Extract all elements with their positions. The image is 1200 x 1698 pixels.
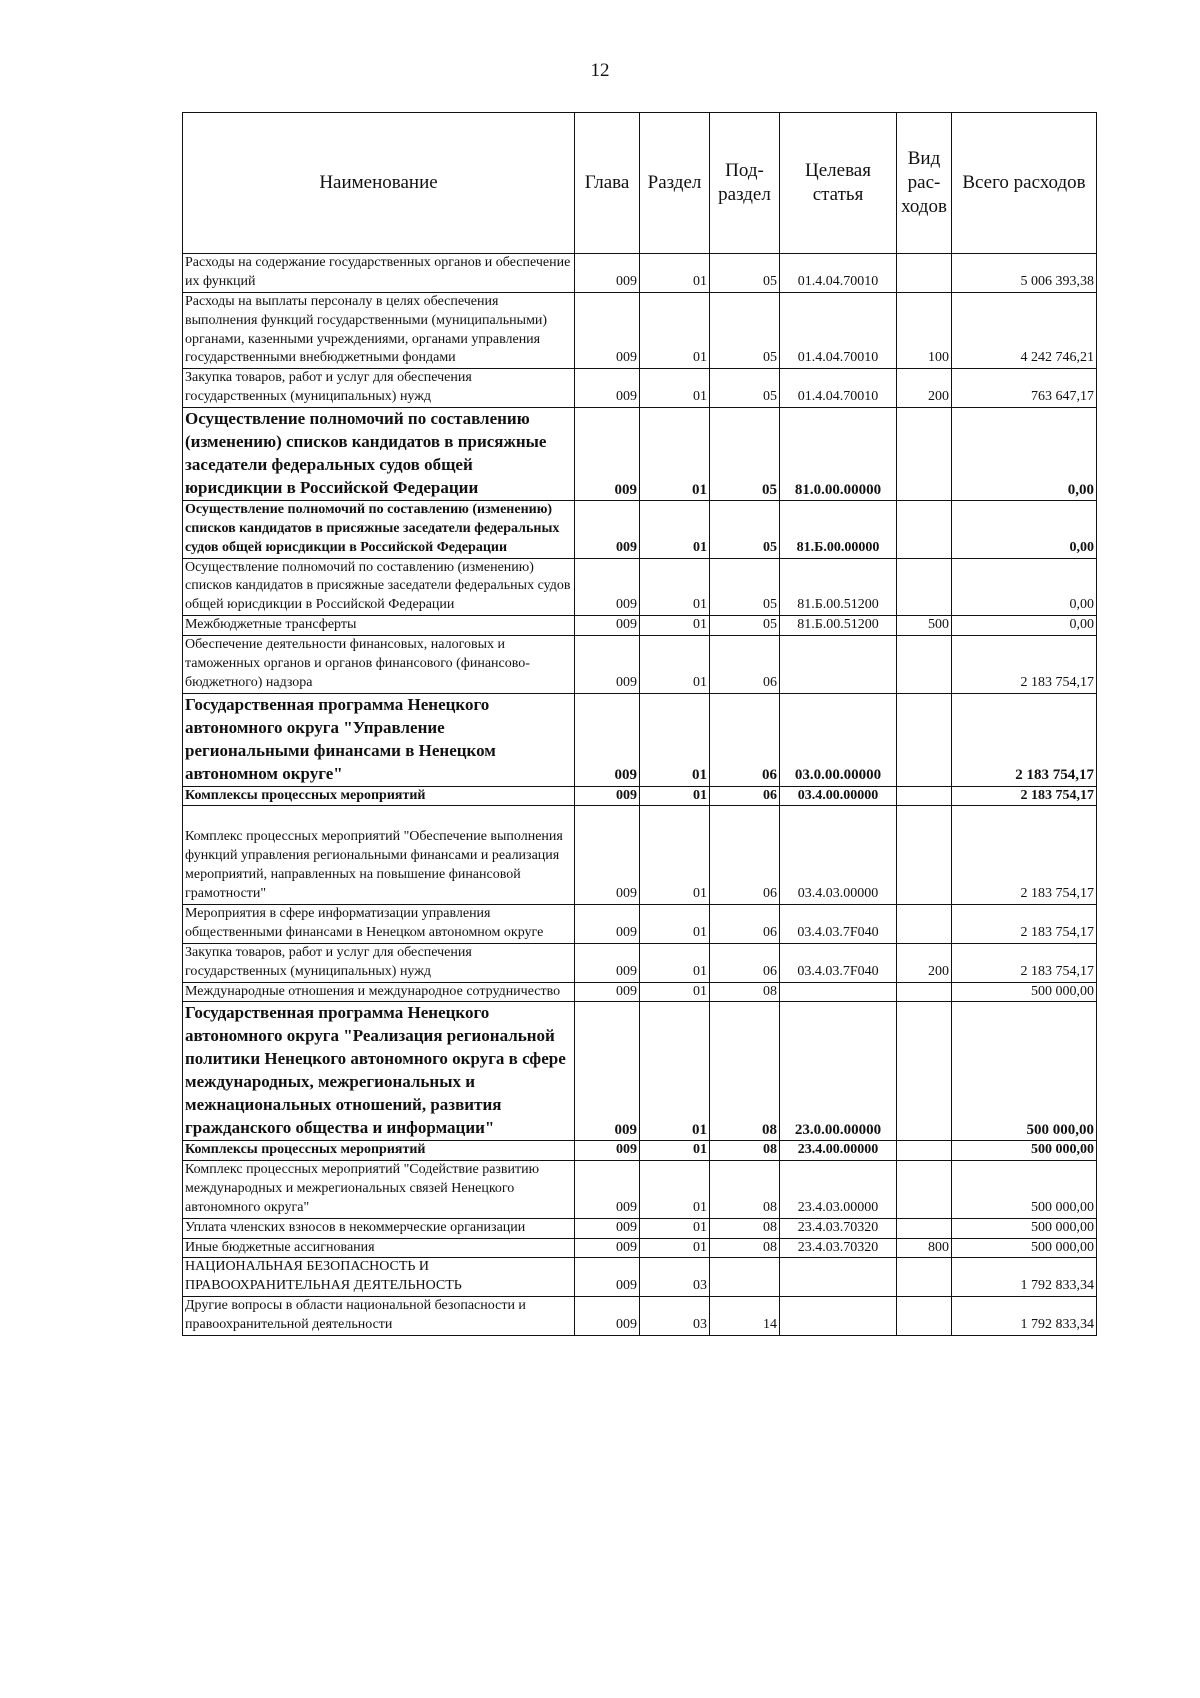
row-vid: 100 bbox=[897, 292, 952, 369]
row-podrazdel: 06 bbox=[710, 636, 780, 694]
table-row bbox=[183, 1258, 1097, 1297]
table-row bbox=[183, 1297, 1097, 1336]
row-podrazdel: 05 bbox=[710, 616, 780, 636]
row-total: 2 183 754,17 bbox=[952, 806, 1097, 905]
row-total: 500 000,00 bbox=[952, 1238, 1097, 1258]
table-row bbox=[183, 904, 1097, 943]
row-name: НАЦИОНАЛЬНАЯ БЕЗОПАСНОСТЬ И ПРАВООХРАНИТЕЛЬНАЯ ДЕЯТЕЛЬНОСТЬ bbox=[183, 1258, 575, 1297]
row-name: Обеспечение деятельности финансовых, налоговых и таможенных органов и органов финансового (финансово-бюджетного) надзора bbox=[183, 636, 575, 694]
row-glava: 009 bbox=[575, 616, 640, 636]
row-vid: 200 bbox=[897, 943, 952, 982]
header-celevaya: Целевая статья bbox=[780, 113, 897, 254]
row-razdel: 01 bbox=[640, 1002, 710, 1141]
row-celevaya: 81.0.00.00000 bbox=[780, 408, 897, 501]
row-podrazdel: 08 bbox=[710, 982, 780, 1002]
table-row bbox=[183, 408, 1097, 501]
row-razdel: 01 bbox=[640, 500, 710, 558]
row-celevaya: 03.4.03.7F040 bbox=[780, 943, 897, 982]
row-glava: 009 bbox=[575, 904, 640, 943]
row-glava: 009 bbox=[575, 806, 640, 905]
row-celevaya: 03.4.03.00000 bbox=[780, 806, 897, 905]
row-name: Осуществление полномочий по составлению (изменению) списков кандидатов в присяжные заседатели федеральных судов общей юрисдикции в Российской Федерации bbox=[183, 500, 575, 558]
row-total: 2 183 754,17 bbox=[952, 943, 1097, 982]
row-razdel: 01 bbox=[640, 292, 710, 369]
table-row bbox=[183, 616, 1097, 636]
table-row bbox=[183, 500, 1097, 558]
row-razdel: 01 bbox=[640, 558, 710, 616]
row-razdel: 01 bbox=[640, 616, 710, 636]
row-name: Расходы на выплаты персоналу в целях обеспечения выполнения функций государственными (муниципальными) органами, казенными учреждениями, органами управления государственными внебюджетными фондами bbox=[183, 292, 575, 369]
row-glava: 009 bbox=[575, 292, 640, 369]
row-name: Осуществление полномочий по составлению (изменению) списков кандидатов в присяжные заседатели федеральных судов общей юрисдикции в Российской Федерации bbox=[183, 558, 575, 616]
row-glava: 009 bbox=[575, 558, 640, 616]
row-glava: 009 bbox=[575, 786, 640, 806]
row-total: 500 000,00 bbox=[952, 1141, 1097, 1161]
row-vid: 200 bbox=[897, 369, 952, 408]
row-total: 2 183 754,17 bbox=[952, 636, 1097, 694]
table-row bbox=[183, 786, 1097, 806]
row-celevaya: 23.4.00.00000 bbox=[780, 1141, 897, 1161]
row-total: 2 183 754,17 bbox=[952, 904, 1097, 943]
table-row bbox=[183, 369, 1097, 408]
table-row bbox=[183, 982, 1097, 1002]
table-body bbox=[183, 254, 1097, 1336]
row-name: Расходы на содержание государственных органов и обеспечение их функций bbox=[183, 254, 575, 293]
row-name: Межбюджетные трансферты bbox=[183, 616, 575, 636]
row-vid bbox=[897, 558, 952, 616]
row-celevaya: 23.4.03.70320 bbox=[780, 1238, 897, 1258]
header-razdel: Раздел bbox=[640, 113, 710, 254]
budget-table bbox=[182, 112, 1097, 1336]
row-razdel: 01 bbox=[640, 369, 710, 408]
row-podrazdel: 08 bbox=[710, 1002, 780, 1141]
row-razdel: 01 bbox=[640, 943, 710, 982]
row-name: Государственная программа Ненецкого автономного округа "Управление региональными финансами в Ненецком автономном округе" bbox=[183, 693, 575, 786]
row-podrazdel: 05 bbox=[710, 500, 780, 558]
row-podrazdel: 08 bbox=[710, 1238, 780, 1258]
table-row bbox=[183, 1218, 1097, 1238]
row-razdel: 01 bbox=[640, 982, 710, 1002]
table-row bbox=[183, 254, 1097, 293]
header-name: Наименование bbox=[183, 113, 575, 254]
row-glava: 009 bbox=[575, 636, 640, 694]
row-name: Уплата членских взносов в некоммерческие организации bbox=[183, 1218, 575, 1238]
row-razdel: 01 bbox=[640, 1141, 710, 1161]
row-podrazdel: 06 bbox=[710, 786, 780, 806]
row-total: 500 000,00 bbox=[952, 1160, 1097, 1218]
row-razdel: 01 bbox=[640, 1160, 710, 1218]
row-vid bbox=[897, 786, 952, 806]
row-vid bbox=[897, 693, 952, 786]
row-podrazdel: 08 bbox=[710, 1218, 780, 1238]
row-podrazdel: 08 bbox=[710, 1141, 780, 1161]
row-glava: 009 bbox=[575, 1297, 640, 1336]
row-name: Международные отношения и международное сотрудничество bbox=[183, 982, 575, 1002]
row-vid: 800 bbox=[897, 1238, 952, 1258]
row-vid bbox=[897, 1160, 952, 1218]
row-glava: 009 bbox=[575, 1218, 640, 1238]
row-celevaya bbox=[780, 1297, 897, 1336]
row-razdel: 01 bbox=[640, 1218, 710, 1238]
row-total: 500 000,00 bbox=[952, 982, 1097, 1002]
row-razdel: 01 bbox=[640, 786, 710, 806]
row-name: Комплексы процессных мероприятий bbox=[183, 1141, 575, 1161]
row-podrazdel: 05 bbox=[710, 292, 780, 369]
header-total: Всего расходов bbox=[952, 113, 1097, 254]
row-podrazdel: 05 bbox=[710, 558, 780, 616]
row-razdel: 03 bbox=[640, 1297, 710, 1336]
row-total: 0,00 bbox=[952, 500, 1097, 558]
row-razdel: 01 bbox=[640, 806, 710, 905]
table-row bbox=[183, 1238, 1097, 1258]
row-celevaya bbox=[780, 982, 897, 1002]
row-celevaya: 81.Б.00.51200 bbox=[780, 616, 897, 636]
row-podrazdel: 05 bbox=[710, 369, 780, 408]
row-glava: 009 bbox=[575, 693, 640, 786]
row-name: Иные бюджетные ассигнования bbox=[183, 1238, 575, 1258]
table-row bbox=[183, 1002, 1097, 1141]
row-podrazdel: 06 bbox=[710, 806, 780, 905]
row-celevaya: 81.Б.00.51200 bbox=[780, 558, 897, 616]
row-total: 0,00 bbox=[952, 558, 1097, 616]
row-vid bbox=[897, 500, 952, 558]
table-row bbox=[183, 636, 1097, 694]
row-celevaya: 01.4.04.70010 bbox=[780, 292, 897, 369]
table-row bbox=[183, 558, 1097, 616]
row-total: 1 792 833,34 bbox=[952, 1297, 1097, 1336]
row-razdel: 03 bbox=[640, 1258, 710, 1297]
row-celevaya bbox=[780, 1258, 897, 1297]
row-name: Комплексы процессных мероприятий bbox=[183, 786, 575, 806]
row-total: 500 000,00 bbox=[952, 1002, 1097, 1141]
row-razdel: 01 bbox=[640, 254, 710, 293]
table-row bbox=[183, 1141, 1097, 1161]
row-podrazdel: 08 bbox=[710, 1160, 780, 1218]
row-glava: 009 bbox=[575, 1160, 640, 1218]
row-celevaya: 03.4.00.00000 bbox=[780, 786, 897, 806]
page-number: 12 bbox=[590, 60, 610, 81]
row-total: 763 647,17 bbox=[952, 369, 1097, 408]
row-total: 2 183 754,17 bbox=[952, 693, 1097, 786]
row-celevaya: 03.4.03.7F040 bbox=[780, 904, 897, 943]
row-celevaya: 23.0.00.00000 bbox=[780, 1002, 897, 1141]
table-row bbox=[183, 1160, 1097, 1218]
table-row bbox=[183, 943, 1097, 982]
row-podrazdel bbox=[710, 1258, 780, 1297]
row-total: 500 000,00 bbox=[952, 1218, 1097, 1238]
row-celevaya: 03.0.00.00000 bbox=[780, 693, 897, 786]
row-total: 1 792 833,34 bbox=[952, 1258, 1097, 1297]
row-glava: 009 bbox=[575, 408, 640, 501]
row-total: 2 183 754,17 bbox=[952, 786, 1097, 806]
row-razdel: 01 bbox=[640, 904, 710, 943]
row-razdel: 01 bbox=[640, 408, 710, 501]
row-glava: 009 bbox=[575, 943, 640, 982]
table-row bbox=[183, 693, 1097, 786]
row-vid bbox=[897, 806, 952, 905]
row-name: Комплекс процессных мероприятий "Содействие развитию международных и межрегиональных связей Ненецкого автономного округа" bbox=[183, 1160, 575, 1218]
row-glava: 009 bbox=[575, 982, 640, 1002]
row-celevaya: 23.4.03.00000 bbox=[780, 1160, 897, 1218]
row-celevaya: 81.Б.00.00000 bbox=[780, 500, 897, 558]
header-row bbox=[183, 113, 1097, 254]
row-podrazdel: 14 bbox=[710, 1297, 780, 1336]
row-vid bbox=[897, 636, 952, 694]
row-vid bbox=[897, 904, 952, 943]
row-name: Другие вопросы в области национальной безопасности и правоохранительной деятельности bbox=[183, 1297, 575, 1336]
row-glava: 009 bbox=[575, 369, 640, 408]
row-vid bbox=[897, 1258, 952, 1297]
row-podrazdel: 05 bbox=[710, 408, 780, 501]
row-name: Осуществление полномочий по составлению (изменению) списков кандидатов в присяжные заседатели федеральных судов общей юрисдикции в Российской Федерации bbox=[183, 408, 575, 501]
row-name: Закупка товаров, работ и услуг для обеспечения государственных (муниципальных) нужд bbox=[183, 369, 575, 408]
row-name: Мероприятия в сфере информатизации управления общественными финансами в Ненецком автономном округе bbox=[183, 904, 575, 943]
header-podrazdel: Под-раздел bbox=[710, 113, 780, 254]
row-name: Закупка товаров, работ и услуг для обеспечения государственных (муниципальных) нужд bbox=[183, 943, 575, 982]
row-vid bbox=[897, 982, 952, 1002]
row-glava: 009 bbox=[575, 254, 640, 293]
row-vid bbox=[897, 1141, 952, 1161]
row-total: 0,00 bbox=[952, 616, 1097, 636]
row-vid bbox=[897, 1218, 952, 1238]
row-total: 5 006 393,38 bbox=[952, 254, 1097, 293]
row-glava: 009 bbox=[575, 1258, 640, 1297]
row-vid bbox=[897, 408, 952, 501]
row-total: 4 242 746,21 bbox=[952, 292, 1097, 369]
row-celevaya bbox=[780, 636, 897, 694]
row-celevaya: 01.4.04.70010 bbox=[780, 369, 897, 408]
row-razdel: 01 bbox=[640, 636, 710, 694]
header-vid: Вид рас-ходов bbox=[897, 113, 952, 254]
row-vid: 500 bbox=[897, 616, 952, 636]
row-glava: 009 bbox=[575, 1141, 640, 1161]
row-podrazdel: 06 bbox=[710, 943, 780, 982]
row-vid bbox=[897, 254, 952, 293]
table-row bbox=[183, 806, 1097, 905]
row-total: 0,00 bbox=[952, 408, 1097, 501]
row-razdel: 01 bbox=[640, 1238, 710, 1258]
row-podrazdel: 06 bbox=[710, 693, 780, 786]
row-name: Государственная программа Ненецкого автономного округа "Реализация региональной политики Ненецкого автономного округа в сфере международных, межрегиональных и межнациональных отношений, развития гражданского общества и информации" bbox=[183, 1002, 575, 1141]
row-celevaya: 23.4.03.70320 bbox=[780, 1218, 897, 1238]
row-glava: 009 bbox=[575, 1002, 640, 1141]
row-name: Комплекс процессных мероприятий "Обеспечение выполнения функций управления региональными финансами и реализация мероприятий, направленных на повышение финансовой грамотности" bbox=[183, 806, 575, 905]
row-celevaya: 01.4.04.70010 bbox=[780, 254, 897, 293]
row-glava: 009 bbox=[575, 500, 640, 558]
table-row bbox=[183, 292, 1097, 369]
header-glava: Глава bbox=[575, 113, 640, 254]
row-vid bbox=[897, 1002, 952, 1141]
row-razdel: 01 bbox=[640, 693, 710, 786]
row-podrazdel: 06 bbox=[710, 904, 780, 943]
row-glava: 009 bbox=[575, 1238, 640, 1258]
row-podrazdel: 05 bbox=[710, 254, 780, 293]
row-vid bbox=[897, 1297, 952, 1336]
